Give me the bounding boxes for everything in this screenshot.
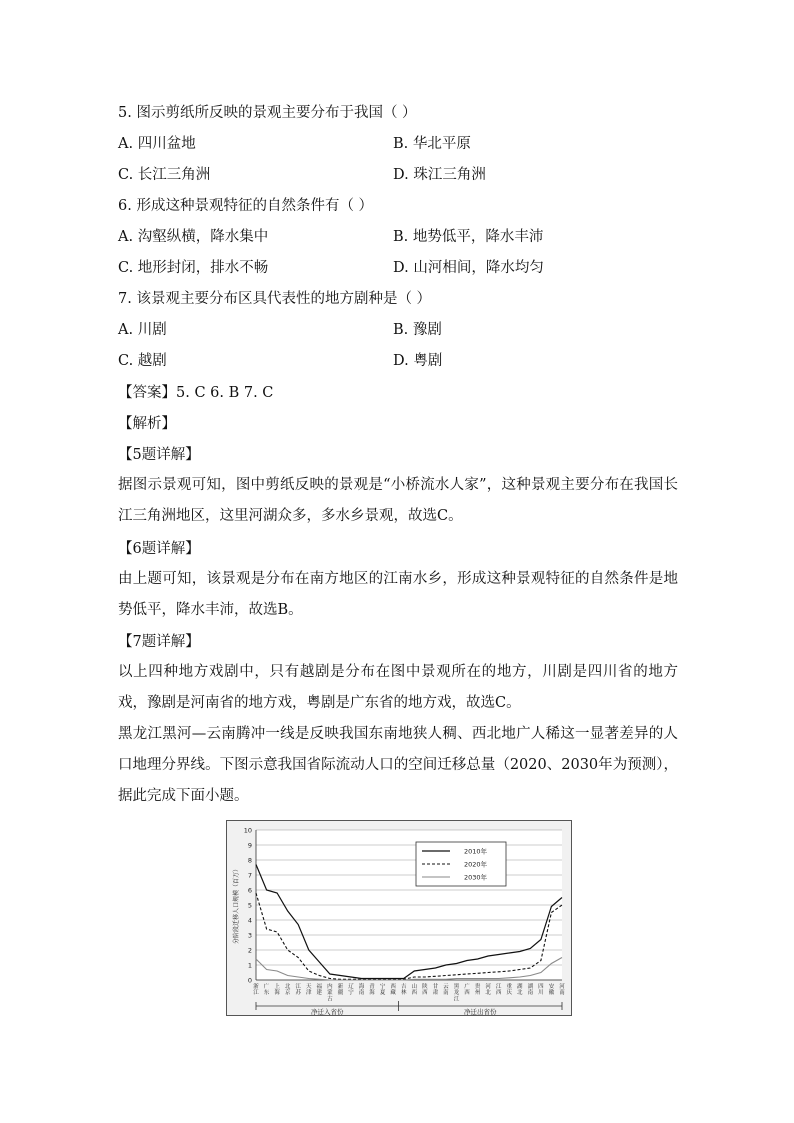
analysis-heading: 【解析】 bbox=[118, 416, 176, 432]
y-tick-label: 5 bbox=[247, 901, 252, 910]
x-tick-label: 山西 bbox=[411, 984, 418, 997]
y-tick-label: 0 bbox=[247, 976, 252, 985]
q7-stem: 7. 该景观主要分布区具代表性的地方剧种是（ ） bbox=[118, 291, 432, 307]
x-tick-label: 西藏 bbox=[390, 984, 396, 997]
x-tick-label: 云南 bbox=[443, 984, 449, 997]
intro-paragraph: 黑龙江黑河—云南腾冲一线是反映我国东南地狭人稠、西北地广人稀这一显著差异的人口地理分界线。下图示意我国省际流动人口的空间迁移总量（2020、2030年为预测），据此完成下面小题。 bbox=[118, 726, 678, 804]
x-tick-label: 新疆 bbox=[337, 984, 344, 997]
y-tick-label: 4 bbox=[247, 916, 252, 925]
x-tick-label: 青海 bbox=[369, 984, 375, 997]
x-tick-label: 陕西 bbox=[422, 984, 428, 997]
q6-option-d: D. 山河相间，降水均匀 bbox=[393, 260, 544, 276]
y-tick-label: 10 bbox=[243, 826, 252, 835]
x-tick-label: 福建 bbox=[316, 984, 323, 997]
x-tick-label: 海南 bbox=[358, 984, 365, 997]
q5-detail-title: 【5题详解】 bbox=[118, 447, 200, 463]
q5-option-b: B. 华北平原 bbox=[393, 136, 471, 152]
x-tick-label: 黑龙江 bbox=[453, 984, 460, 1003]
x-tick-label: 广西 bbox=[464, 984, 470, 997]
q6-option-a: A. 沟壑纵横，降水集中 bbox=[118, 229, 269, 245]
y-tick-label: 8 bbox=[247, 856, 252, 865]
x-tick-label: 河南 bbox=[559, 984, 565, 997]
q6-option-c: C. 地形封闭，排水不畅 bbox=[118, 260, 269, 276]
q5-option-a: A. 四川盆地 bbox=[118, 136, 196, 152]
x-tick-label: 江西 bbox=[495, 984, 502, 997]
x-tick-label: 湖南 bbox=[527, 984, 534, 997]
x-tick-label: 湖北 bbox=[517, 984, 523, 997]
q7-option-d: D. 粤剧 bbox=[393, 353, 443, 369]
x-tick-label: 四川 bbox=[538, 984, 544, 997]
x-tick-label: 宁夏 bbox=[379, 984, 386, 997]
legend-label: 2030年 bbox=[464, 873, 488, 882]
q6-stem: 6. 形成这种景观特征的自然条件有（ ） bbox=[118, 198, 374, 214]
y-tick-label: 3 bbox=[247, 931, 252, 940]
y-tick-label: 7 bbox=[247, 871, 252, 880]
x-tick-label: 甘肃 bbox=[432, 984, 439, 997]
q7-option-c: C. 越剧 bbox=[118, 353, 167, 369]
x-tick-label: 安徽 bbox=[548, 984, 555, 997]
q7-detail-text: 以上四种地方戏剧中，只有越剧是分布在图中景观所在的地方，川剧是四川省的地方戏，豫剧是河南省的地方戏，粤剧是广东省的地方戏，故选C。 bbox=[118, 664, 678, 711]
x-tick-label: 天津 bbox=[306, 984, 312, 997]
q5-stem: 5. 图示剪纸所反映的景观主要分布于我国（ ） bbox=[118, 105, 417, 121]
x-tick-label: 浙江 bbox=[253, 984, 259, 997]
migration-chart bbox=[226, 820, 572, 1016]
x-tick-label: 辽宁 bbox=[348, 984, 354, 997]
group-label: 净迁入省份 bbox=[310, 1008, 344, 1016]
x-tick-label: 吉林 bbox=[400, 984, 407, 997]
group-label: 净迁出省份 bbox=[463, 1008, 497, 1016]
answer-line: 【答案】5. C 6. B 7. C bbox=[118, 385, 274, 401]
y-tick-label: 9 bbox=[247, 841, 252, 850]
q7-option-b: B. 豫剧 bbox=[393, 322, 442, 338]
q5-option-c: C. 长江三角洲 bbox=[118, 167, 211, 183]
migration-line-chart bbox=[226, 820, 572, 1016]
legend-label: 2020年 bbox=[464, 860, 488, 869]
x-tick-label: 贵州 bbox=[474, 984, 481, 997]
y-axis-label: 分阶段迁移人口规模（百万） bbox=[233, 865, 240, 945]
q5-detail-text: 据图示景观可知，图中剪纸反映的景观是“小桥流水人家”，这种景观主要分布在我国长江三角洲地区，这里河湖众多，多水乡景观，故选C。 bbox=[118, 477, 678, 524]
q6-option-b: B. 地势低平，降水丰沛 bbox=[393, 229, 544, 245]
x-tick-label: 江苏 bbox=[295, 984, 301, 997]
q6-detail-text: 由上题可知，该景观是分布在南方地区的江南水乡，形成这种景观特征的自然条件是地势低平，降水丰沛，故选B。 bbox=[118, 571, 678, 618]
x-tick-label: 北京 bbox=[284, 984, 291, 997]
q6-detail-title: 【6题详解】 bbox=[118, 541, 200, 557]
x-tick-label: 广东 bbox=[263, 984, 270, 997]
y-tick-label: 2 bbox=[247, 946, 252, 955]
y-tick-label: 6 bbox=[247, 886, 252, 895]
legend-label: 2010年 bbox=[464, 847, 488, 856]
x-tick-label: 河北 bbox=[485, 984, 491, 997]
x-tick-label: 内蒙古 bbox=[327, 984, 333, 1003]
x-tick-label: 重庆 bbox=[506, 984, 512, 997]
x-tick-label: 上海 bbox=[274, 984, 280, 997]
y-tick-label: 1 bbox=[247, 961, 252, 970]
q7-detail-title: 【7题详解】 bbox=[118, 634, 200, 650]
q5-option-d: D. 珠江三角洲 bbox=[393, 167, 486, 183]
q7-option-a: A. 川剧 bbox=[118, 322, 167, 338]
